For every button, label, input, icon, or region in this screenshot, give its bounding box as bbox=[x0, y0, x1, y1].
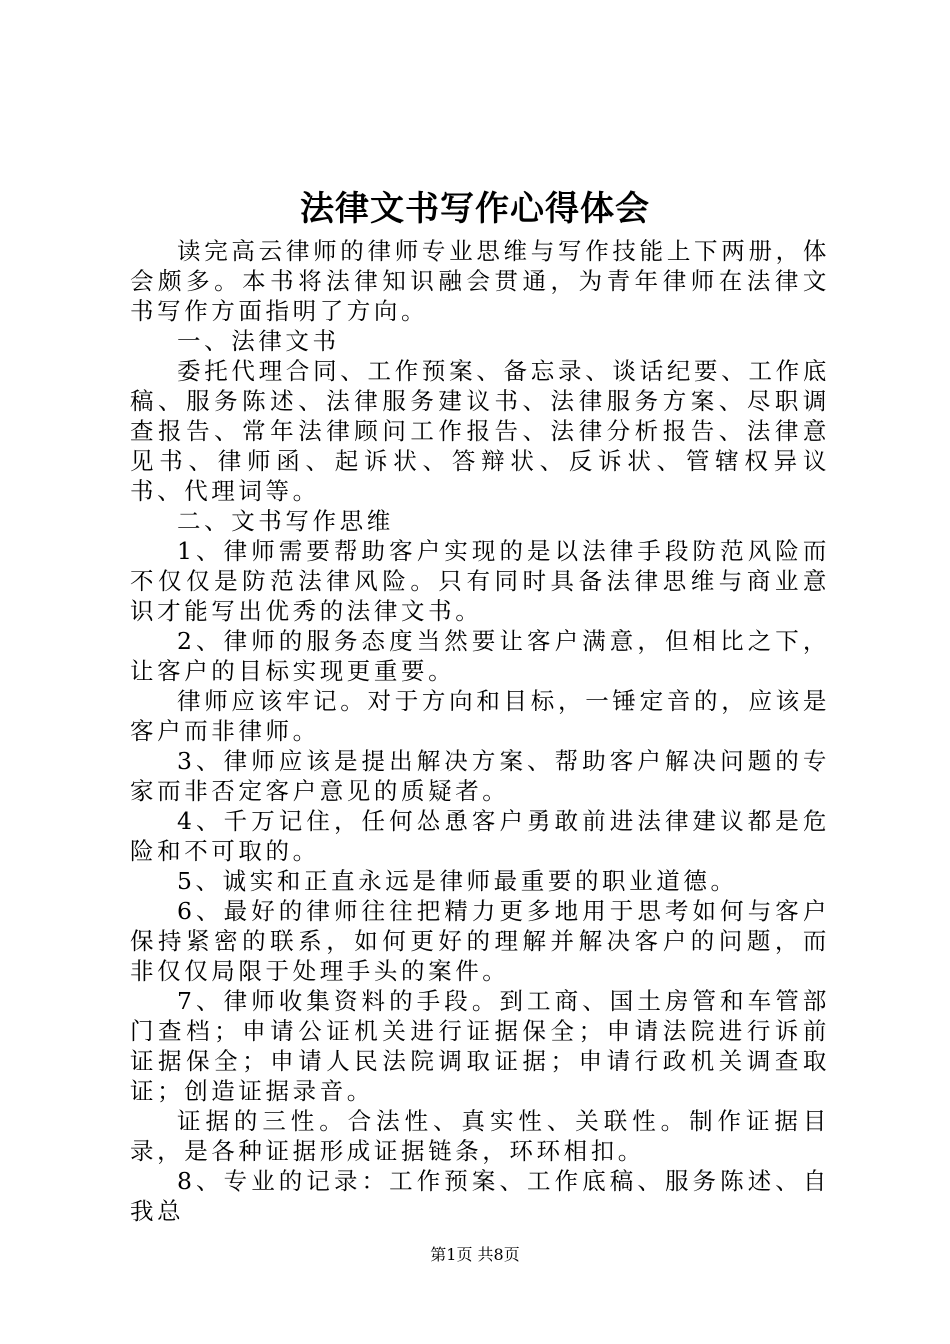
paragraph-point-3: 3、律师应该是提出解决方案、帮助客户解决问题的专家而非否定客户意见的质疑者。 bbox=[130, 747, 830, 805]
section-heading-legal-documents: 一、法律文书 bbox=[177, 327, 340, 355]
document-title: 法律文书写作心得体会 bbox=[300, 189, 650, 229]
paragraph-point-8: 8、专业的记录：工作预案、工作底稿、服务陈述、自我总 bbox=[130, 1167, 830, 1225]
paragraph-point-2: 2、律师的服务态度当然要让客户满意，但相比之下，让客户的目标实现更重要。 bbox=[130, 627, 830, 685]
paragraph-point-7: 7、律师收集资料的手段。到工商、国土房管和车管部门查档；申请公证机关进行证据保全；申请法院进行诉前证据保全；申请人民法院调取证据；申请行政机关调查取证；创造证据录音。 bbox=[130, 987, 830, 1105]
paragraph-evidence: 证据的三性。合法性、真实性、关联性。制作证据目录，是各种证据形成证据链条，环环相扣。 bbox=[130, 1107, 830, 1165]
paragraph-point-5: 5、诚实和正直永远是律师最重要的职业道德。 bbox=[177, 867, 738, 895]
paragraph-point-4: 4、千万记住，任何怂恿客户勇敢前进法律建议都是危险和不可取的。 bbox=[130, 807, 830, 865]
paragraph-point-6: 6、最好的律师往往把精力更多地用于思考如何与客户保持紧密的联系，如何更好的理解并解决客户的问题，而非仅仅局限于处理手头的案件。 bbox=[130, 897, 830, 985]
page-number-footer: 第1页 共8页 bbox=[430, 1245, 520, 1264]
section-heading-writing-thinking: 二、文书写作思维 bbox=[177, 507, 394, 535]
document-body bbox=[130, 236, 830, 1226]
paragraph-intro: 读完高云律师的律师专业思维与写作技能上下两册，体会颇多。本书将法律知识融会贯通，为青年律师在法律文书写作方面指明了方向。 bbox=[130, 237, 830, 325]
paragraph-point-2-note: 律师应该牢记。对于方向和目标，一锤定音的，应该是客户而非律师。 bbox=[130, 687, 830, 745]
paragraph-document-types: 委托代理合同、工作预案、备忘录、谈话纪要、工作底稿、服务陈述、法律服务建议书、法律服务方案、尽职调查报告、常年法律顾问工作报告、法律分析报告、法律意见书、律师函、起诉状、答辩状、反诉状、管辖权异议书、代理词等。 bbox=[130, 357, 830, 505]
paragraph-point-1: 1、律师需要帮助客户实现的是以法律手段防范风险而不仅仅是防范法律风险。只有同时具备法律思维与商业意识才能写出优秀的法律文书。 bbox=[130, 537, 830, 625]
